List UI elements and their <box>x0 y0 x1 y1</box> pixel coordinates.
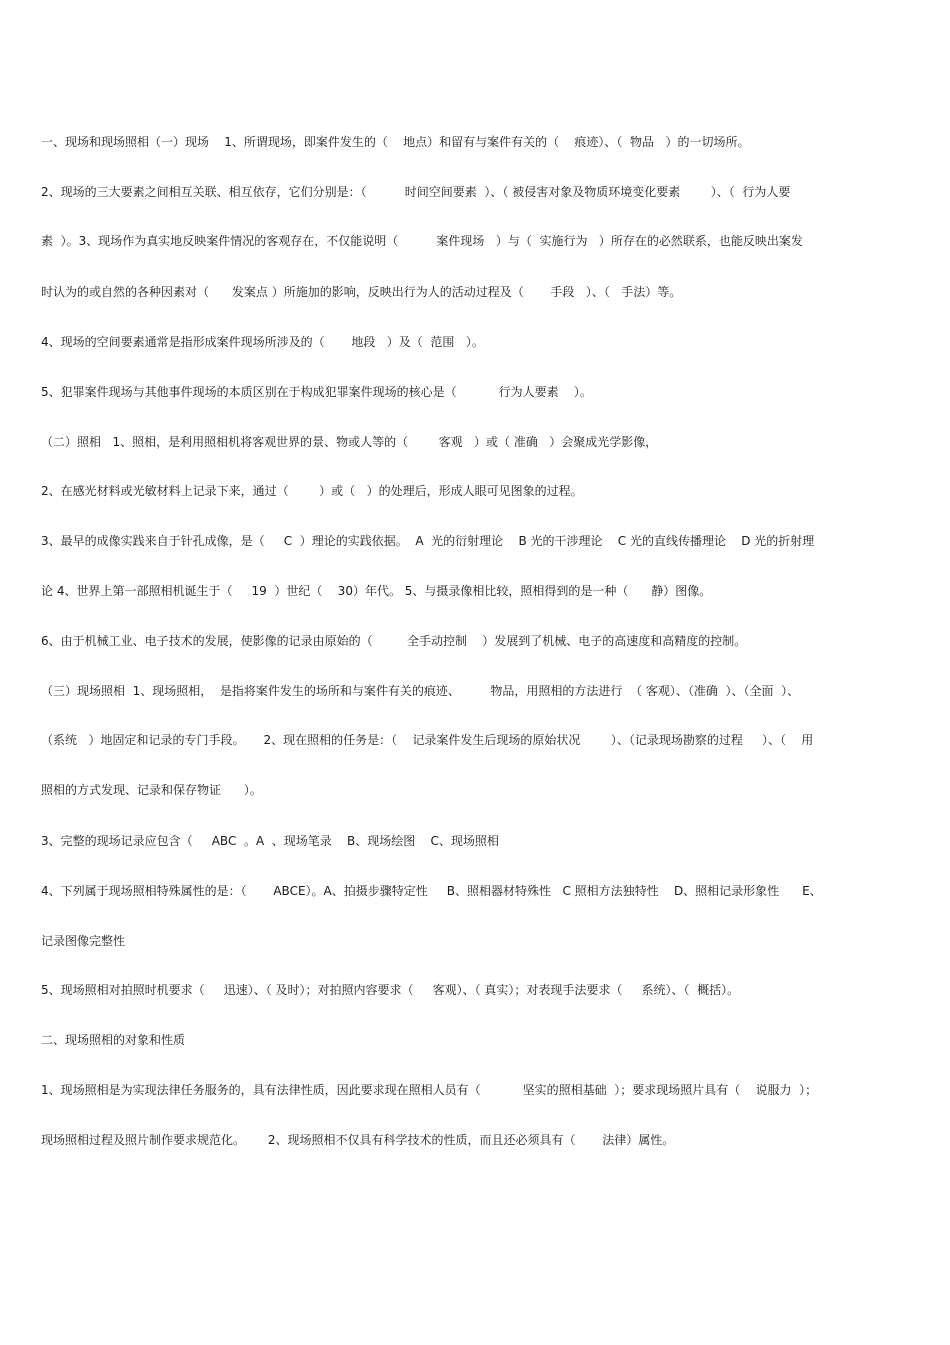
text-line: 论 4、世界上第一部照相机诞生于（ 19 ）世纪（ 30）年代。 5、与摄录像相比较，照相得到的是一种（ 静）图像。 <box>41 584 712 598</box>
text-line: 素 ）。3、现场作为真实地反映案件情况的客观存在，不仅能说明（ 案件现场 ）与（ 实施行为 ）所存在的必然联系，也能反映出案发 <box>41 234 803 248</box>
text-line: 一、现场和现场照相（一）现场 1、所谓现场，即案件发生的（ 地点）和留有与案件有关的（ 痕迹）、（ 物品 ）的一切场所。 <box>41 135 750 149</box>
text-line: （二）照相 1、照相，是利用照相机将客观世界的景、物或人等的（ 客观 ）或（ 准确 ）会聚成光学影像， <box>41 435 658 449</box>
text-line: 现场照相过程及照片制作要求规范化。 2、现场照相不仅具有科学技术的性质，而且还必须具有（ 法律）属性。 <box>41 1133 675 1147</box>
text-line: 3、最早的成像实践来自于针孔成像，是（ C ）理论的实践依据。 A 光的衍射理论 B 光的干涉理论 C 光的直线传播理论 D 光的折射理 <box>41 534 815 548</box>
text-line: 2、现场的三大要素之间相互关联、相互依存，它们分别是：（ 时间空间要素 ）、（ 被侵害对象及物质环境变化要素 ）、（ 行为人要 <box>41 185 791 199</box>
text-line: 3、完整的现场记录应包含（ ABC 。A 、现场笔录 B、现场绘图 C、现场照相 <box>41 834 499 848</box>
text-line: 4、现场的空间要素通常是指形成案件现场所涉及的（ 地段 ）及（ 范围 ）。 <box>41 335 484 349</box>
text-line: （三）现场照相 1、现场照相， 是指将案件发生的场所和与案件有关的痕迹、 物品，用照相的方法进行 （ 客观）、（准确 ）、（全面 ）、 <box>41 684 800 698</box>
text-line: （系统 ）地固定和记录的专门手段。 2、现在照相的任务是：（ 记录案件发生后现场的原始状况 ）、（记录现场勘察的过程 ）、（ 用 <box>41 733 814 747</box>
text-line: 4、下列属于现场照相特殊属性的是：（ ABCE）。A、拍摄步骤特定性 B、照相器材特殊性 C 照相方法独特性 D、照相记录形象性 E、 <box>41 884 822 898</box>
text-line: 2、在感光材料或光敏材料上记录下来，通过（ ）或（ ）的处理后，形成人眼可见图象的过程。 <box>41 484 583 498</box>
section-heading: 二、现场照相的对象和性质 <box>41 1033 186 1047</box>
text-line: 时认为的或自然的各种因素对（ 发案点 ）所施加的影响，反映出行为人的活动过程及（ 手段 ）、（ 手法）等。 <box>41 285 682 299</box>
text-line: 照相的方式发现、记录和保存物证 ）。 <box>41 783 262 797</box>
text-line: 1、现场照相是为实现法律任务服务的，具有法律性质，因此要求现在照相人员有（ 坚实的照相基础 ）；要求现场照片具有（ 说服力 ）； <box>41 1083 818 1097</box>
text-line: 6、由于机械工业、电子技术的发展，使影像的记录由原始的（ 全手动控制 ）发展到了机械、电子的高速度和高精度的控制。 <box>41 634 747 648</box>
text-line: 5、犯罪案件现场与其他事件现场的本质区别在于构成犯罪案件现场的核心是（ 行为人要素 ）。 <box>41 385 592 399</box>
text-line: 记录图像完整性 <box>41 934 126 948</box>
text-line: 5、现场照相对拍照时机要求（ 迅速）、（ 及时）；对拍照内容要求（ 客观）、（ 真实）；对表现手法要求（ 系统）、（ 概括）。 <box>41 983 740 997</box>
